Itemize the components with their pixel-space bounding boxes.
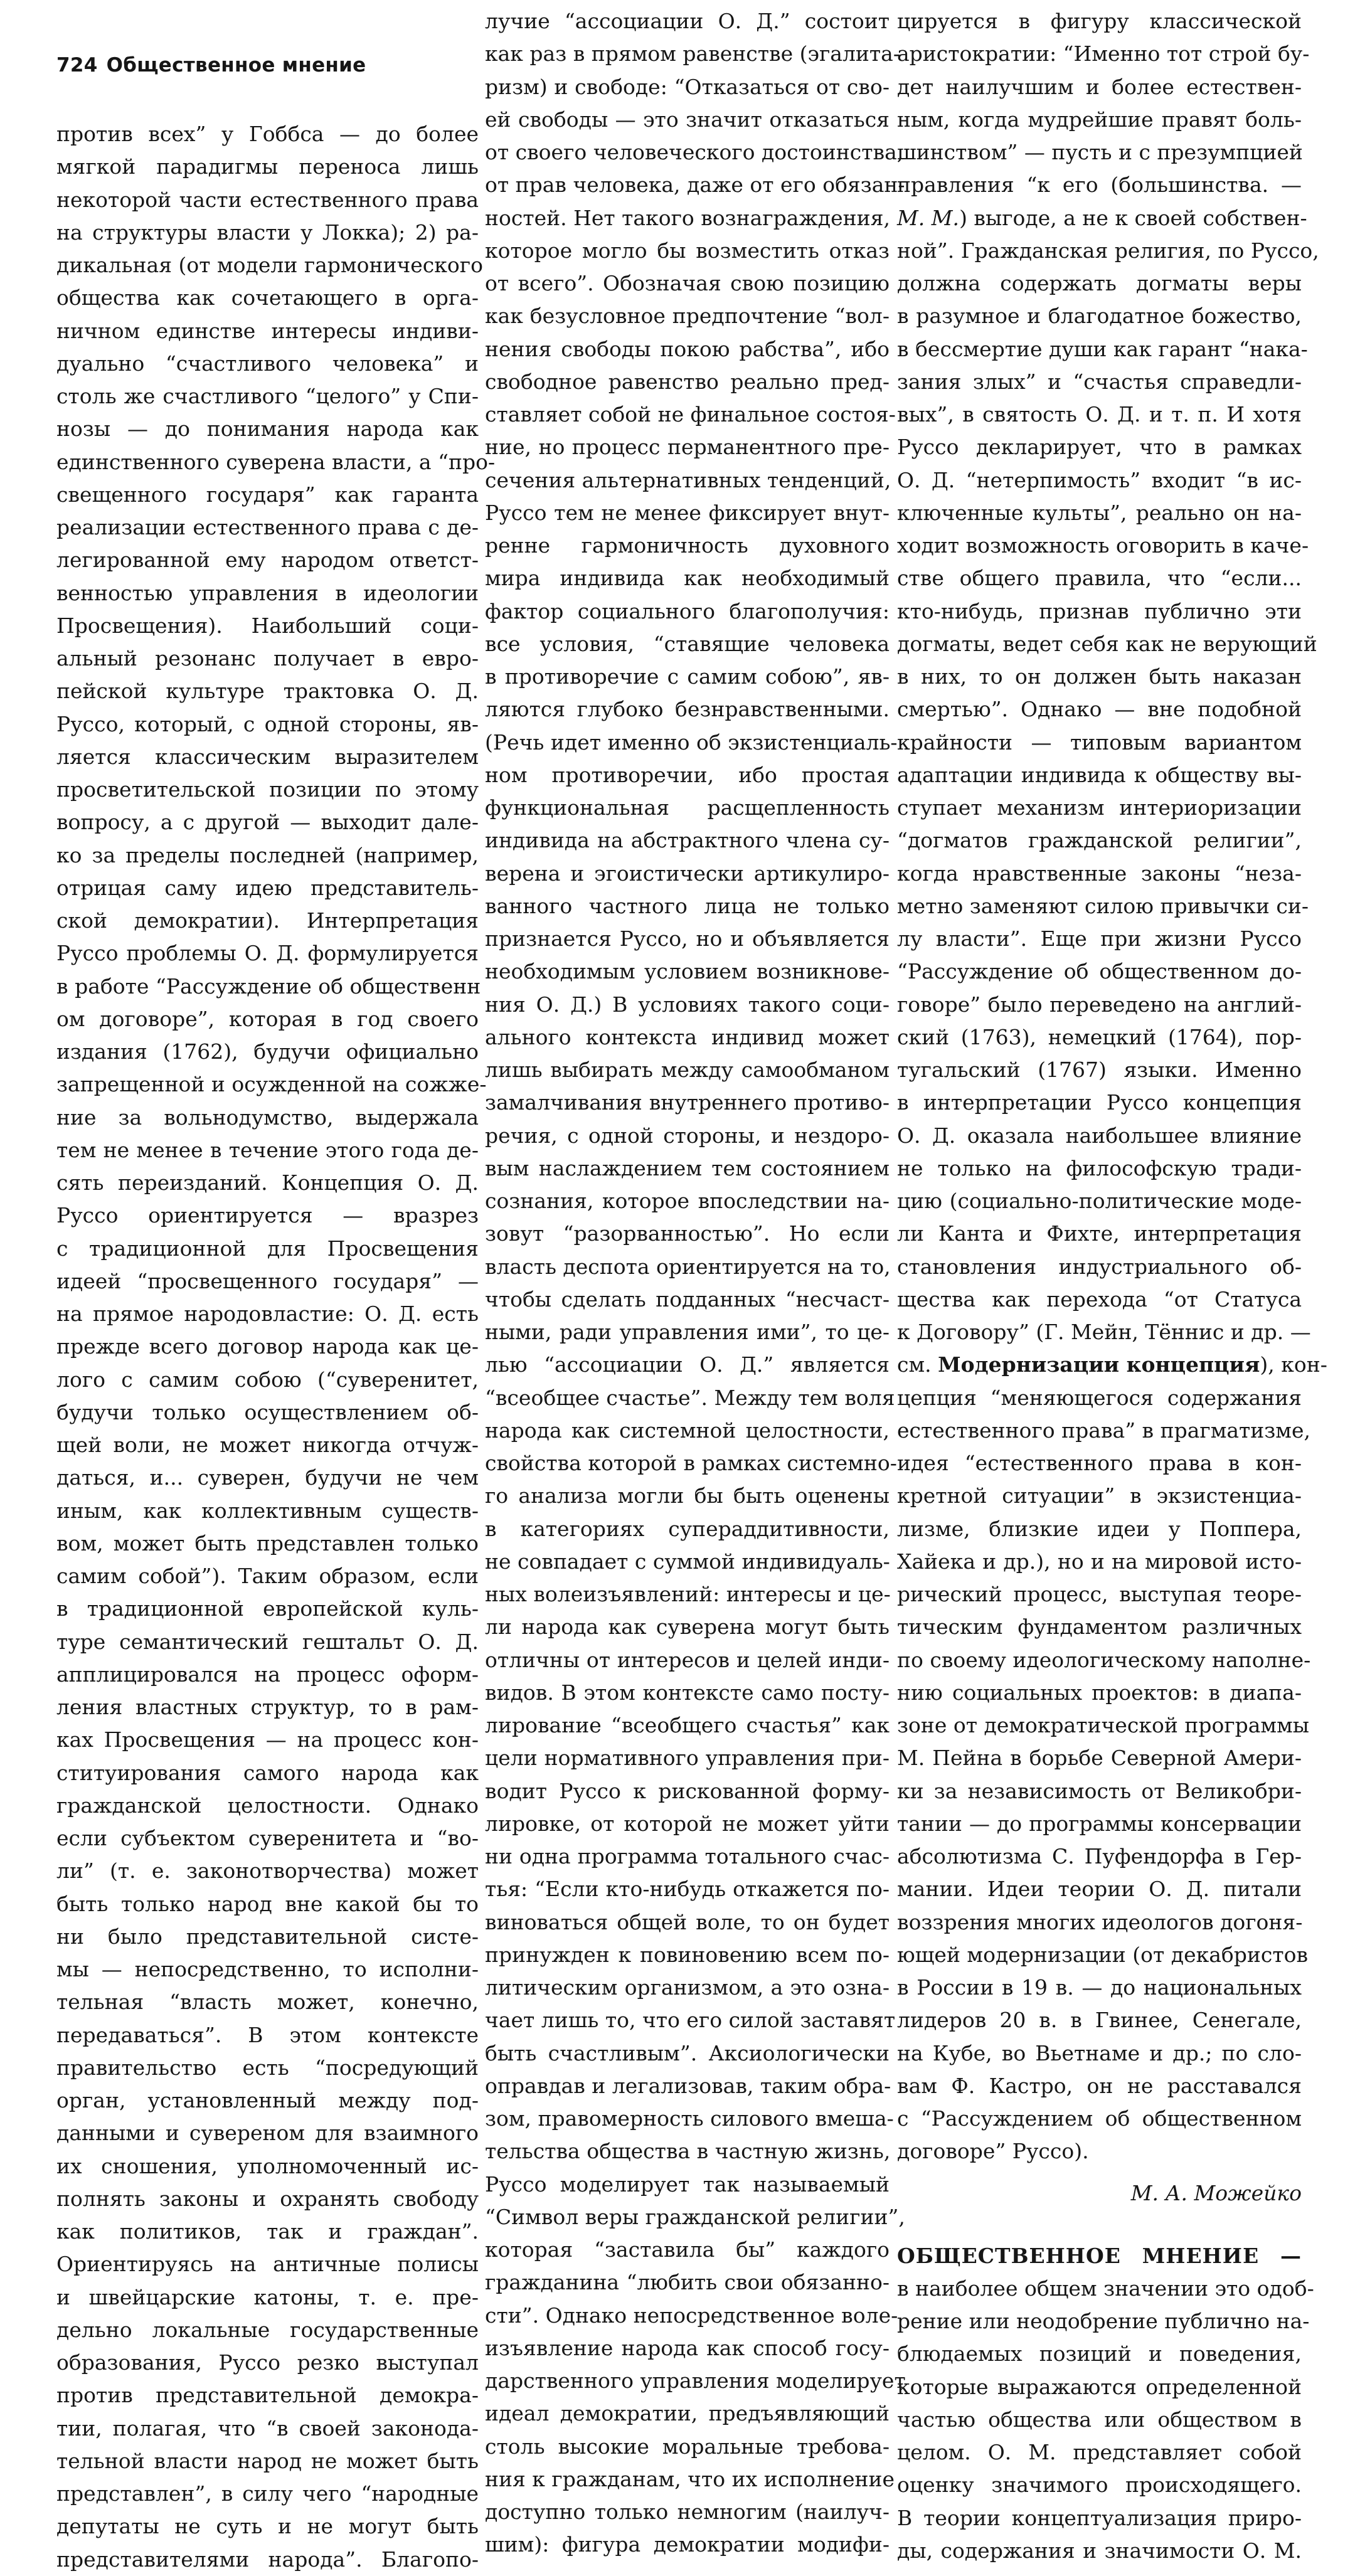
text-line: против представительной демокра- [56, 2383, 479, 2408]
text-line: ние, но процесс перманентного пре- [485, 435, 890, 460]
text-line: ального контекста индивид может [485, 1024, 890, 1049]
text-line: нозы — до понимания народа как [56, 416, 479, 442]
text-line: смертью”. Однако — вне подобной [897, 697, 1302, 722]
text-line: сознания, которое впоследствии на- [485, 1189, 890, 1213]
text-line: договоре” Руссо). [897, 2139, 1089, 2164]
text-line: единственного суверена власти, а “про- [56, 449, 496, 474]
text-line: речия, с одной стороны, и нездоро- [485, 1123, 890, 1148]
text-line: О. Д. “нетерпимость” входит “в ис- [897, 467, 1302, 492]
text-line: ничном единстве интересы индиви- [56, 318, 479, 343]
text-line: тии, полагая, что “в своей законода- [56, 2415, 479, 2441]
text-line: запрещенной и осужденной на сожже- [56, 1072, 487, 1097]
text-line: верена и эгоистически артикулиро- [485, 861, 890, 886]
text-line: венностью управления в идеологии [56, 580, 479, 605]
text-line: ступает механизм интериоризации [897, 795, 1302, 820]
text-line: М. М.) выгоде, а не к своей собствен- [897, 205, 1307, 230]
text-line: Руссо, который, с одной стороны, яв- [56, 711, 479, 736]
text-line: орган, установленный между под- [56, 2088, 479, 2112]
text-line: тельства общества в частную жизнь, [485, 2139, 891, 2164]
text-line: естественного права” в прагматизме, [897, 1418, 1310, 1443]
text-line: кто-нибудь, признав публично эти [897, 598, 1302, 623]
text-line: цию (социально-политические моде- [897, 1189, 1302, 1213]
text-line: быть только народ вне какой бы то [56, 1891, 479, 1916]
text-line: принужден к повиновению всем по- [485, 1942, 890, 1967]
text-line: видов. В этом контексте само посту- [485, 1680, 890, 1705]
text-line: Руссо тем не менее фиксирует внут- [485, 500, 890, 525]
text-line: в бессмертие души как гарант “нака- [897, 336, 1308, 361]
text-line: на структуры власти у Локка); 2) ра- [56, 220, 479, 245]
text-line: ни было представительной систе- [56, 1924, 479, 1949]
text-line: “всеобщее счастье”. Между тем воля [485, 1385, 895, 1410]
text-line: должна содержать догматы веры [897, 271, 1302, 295]
text-line: в интерпретации Руссо концепция [897, 1090, 1302, 1115]
text-line: лу власти”. Еще при жизни Руссо [897, 926, 1302, 951]
cross-reference[interactable]: Модернизации концепция [938, 1352, 1260, 1377]
section-title: Общественное мнение [106, 54, 366, 77]
text-line: ляется классическим выразителем [56, 744, 479, 769]
text-line: дельно локальные государственные [56, 2317, 479, 2342]
text-line: и швейцарские катоны, т. е. пре- [56, 2284, 479, 2309]
text-line: в традиционной европейской куль- [56, 1596, 479, 1621]
text-line: ки за независимость от Великобри- [897, 1778, 1302, 1803]
text-line: литическим организмом, а это озна- [485, 1975, 890, 2000]
text-line: свободное равенство реально пред- [485, 369, 890, 394]
text-line: абсолютизма С. Пуфендорфа в Гер- [897, 1844, 1302, 1868]
text-line: как раз в прямом равенстве (эгалита- [485, 41, 900, 66]
text-line: го анализа могли бы быть оценены [485, 1483, 890, 1508]
initials-italic: М. М. [897, 205, 960, 230]
text-line: в противоречие с самим собою”, яв- [485, 664, 890, 689]
text-line: ния О. Д.) В условиях такого соци- [485, 992, 890, 1017]
text-line: вам Ф. Кастро, он не расставался [897, 2073, 1302, 2098]
text-line: с традиционной для Просвещения [56, 1236, 479, 1261]
text-line: говоре” было переведено на англий- [897, 992, 1302, 1017]
text-line: ключенные культы”, реально он на- [897, 500, 1302, 525]
text-line: гражданской целостности. Однако [56, 1793, 479, 1818]
text-line: ей свободы — это значит отказаться [485, 107, 890, 132]
text-line: самим собой”). Таким образом, если [56, 1564, 479, 1588]
text-line: лого с самим собою (“суверенитет, [56, 1367, 479, 1392]
text-line: ской демократии). Интерпретация [56, 908, 479, 933]
text-line: в работе “Рассуждение об общественн [56, 973, 481, 999]
text-line: адаптации индивида к обществу вы- [897, 762, 1302, 787]
text-line: от своего человеческого достоинства, [485, 140, 904, 164]
text-line: Руссо декларирует, что в рамках [897, 435, 1302, 460]
text-line: ном противоречии, ибо простая [485, 762, 890, 787]
text-line: ды, содержания и значимости О. М. [897, 2538, 1302, 2563]
text-line: зом, правомерность силового вмеша- [485, 2106, 894, 2131]
text-line: чает лишь то, что его силой заставят [485, 2008, 896, 2033]
text-line: когда нравственные законы “неза- [897, 861, 1302, 886]
text-line: мы — непосредственно, то исполни- [56, 1957, 479, 1981]
text-line: гражданина “любить свои обязанно- [485, 2270, 890, 2295]
text-column-1 [56, 118, 496, 2572]
text-line: индивида на абстрактного члена су- [485, 828, 890, 853]
text-line: воззрения многих идеологов догоня- [897, 1909, 1303, 1934]
text-line: вом, может быть представлен только [56, 1530, 479, 1556]
text-line: легированной ему народом ответст- [56, 548, 479, 573]
text-line: ной”. Гражданская религия, по Руссо, [897, 238, 1319, 263]
text-line: зоне от демократической программы [897, 1713, 1310, 1737]
text-line: становления индустриального об- [897, 1254, 1302, 1279]
text-line: признается Руссо, но и объявляется [485, 926, 890, 951]
text-line: некоторой части естественного права [56, 187, 479, 212]
text-line: Хайека и др.), но и на мировой исто- [897, 1549, 1302, 1574]
text-line: в них, то он должен быть наказан [897, 664, 1302, 689]
text-line: функциональная расщепленность [485, 795, 890, 820]
text-line: общества как сочетающего в орга- [56, 285, 479, 310]
text-line: щества как перехода “от Статуса [897, 1286, 1302, 1312]
text-line: виноваться общей воле, то он будет [485, 1909, 890, 1934]
text-line: кретной ситуации” в экзистенциа- [897, 1483, 1302, 1508]
text-line: которое могло бы возместить отказ [485, 238, 890, 263]
text-line: вым наслаждением тем состоянием [485, 1155, 890, 1180]
text-line: представлен”, в силу чего “народные [56, 2481, 479, 2506]
text-line: от всего”. Обозначая свою позицию [485, 271, 890, 295]
text-line: ли народа как суверена могут быть [485, 1614, 890, 1640]
text-line: полнять законы и охранять свободу [56, 2186, 479, 2211]
text-line: их сношения, уполномоченный ис- [56, 2153, 479, 2178]
text-line: О. Д. оказала наибольшее влияние [897, 1123, 1302, 1148]
text-line: образования, Руссо резко выступал [56, 2350, 479, 2375]
column-3-body [897, 5, 1327, 2168]
text-line: тем не менее в течение этого года де- [56, 1137, 479, 1162]
text-line: цепция “меняющегося содержания [897, 1385, 1302, 1410]
text-line: идея “естественного права в кон- [897, 1451, 1302, 1475]
text-line: ский (1763), немецкий (1764), пор- [897, 1024, 1302, 1049]
text-line: лучие “ассоциации О. Д.” состоит [485, 9, 890, 33]
text-line: свойства которой в рамках системно- [485, 1451, 897, 1475]
text-line: (Речь идет именно об экзистенциаль- [485, 729, 898, 755]
text-line: реализации естественного права с де- [56, 515, 479, 539]
text-line: тья: “Если кто-нибудь откажется по- [485, 1877, 890, 1902]
text-line: ко за пределы последней (например, [56, 842, 479, 867]
text-line: сти”. Однако непосредственное воле- [485, 2303, 898, 2328]
text-line: нения свободы покою рабства”, ибо [485, 336, 890, 361]
text-line: народа как системной целостности, [485, 1418, 890, 1443]
text-line: тическим фундаментом различных [897, 1614, 1302, 1640]
text-line: которые выражаются определенной [897, 2374, 1302, 2399]
text-line: апплицировался на процесс оформ- [56, 1662, 479, 1687]
text-line: см. Модернизации концепция), кон- [897, 1352, 1327, 1377]
text-line: цели нормативного управления при- [485, 1746, 890, 1771]
text-line: с “Рассуждением об общественном [897, 2106, 1302, 2131]
text-line: дуально “счастливого человека” и [56, 351, 479, 376]
text-line: столь высокие моральные требова- [485, 2434, 890, 2459]
text-line: как безусловное предпочтение “вол- [485, 304, 890, 329]
text-line: рический процесс, выступая теоре- [897, 1582, 1302, 1606]
text-line: ходит возможность оговорить в каче- [897, 533, 1309, 558]
text-line: шинством” — пусть и с презумпцией [897, 140, 1303, 164]
running-head [56, 54, 366, 77]
text-line: правительство есть “посредующий [56, 2055, 479, 2080]
next-entry-headword: ОБЩЕСТВЕННОЕ МНЕНИЕ — [897, 2243, 1302, 2268]
text-line: мягкой парадигмы переноса лишь [56, 154, 479, 179]
text-line: ным, когда мудрейшие правят боль- [897, 107, 1302, 132]
text-line: замалчивания внутреннего противо- [485, 1090, 890, 1115]
text-line: отличны от интересов и целей инди- [485, 1647, 890, 1672]
text-line: ренне гармоничность духовного [485, 533, 890, 558]
text-line: Руссо моделирует так называемый [485, 2171, 890, 2197]
text-column-3 [897, 5, 1327, 2563]
text-line: М. Пейна в борьбе Северной Амери- [897, 1746, 1302, 1771]
text-line: “Рассуждение об общественном до- [897, 959, 1302, 984]
text-line: ках Просвещения — на процесс кон- [56, 1727, 479, 1752]
text-line: ризм) и свободе: “Отказаться от сво- [485, 74, 890, 99]
text-line: ющей модернизации (от декабристов [897, 1942, 1309, 1967]
next-entry-body [897, 2272, 1314, 2567]
entry-separator [897, 2212, 1302, 2240]
text-line: лировке, от которой не может уйти [485, 1811, 890, 1836]
text-line: ние за вольнодумство, выдержала [56, 1105, 479, 1130]
text-line: ностей. Нет такого вознаграждения, [485, 205, 890, 230]
text-line: щей воли, не может никогда отчуж- [56, 1433, 479, 1457]
text-line: вопросу, а с другой — выходит дале- [56, 810, 479, 835]
text-line: быть счастливым”. Аксиологически [485, 2040, 890, 2065]
text-line: на прямое народовластие: О. Д. есть [56, 1301, 479, 1326]
text-line: мании. Идеи теории О. Д. питали [897, 1877, 1302, 1902]
text-line: против всех” у Гоббса — до более [56, 122, 479, 146]
text-line: необходимым условием возникнове- [485, 959, 890, 984]
text-line: изъявление народа как способ госу- [485, 2335, 890, 2360]
text-line: стве общего правила, что “если... [897, 566, 1302, 591]
text-line: мира индивида как необходимый [485, 566, 890, 591]
text-line: Руссо ориентируется — вразрез [56, 1203, 479, 1228]
text-line: лизме, близкие идеи у Поппера, [897, 1516, 1302, 1541]
text-line: лью “ассоциации О. Д.” является [485, 1352, 890, 1377]
text-line: столь же счастливого “целого” у Спи- [56, 384, 479, 408]
text-line: ляются глубоко безнравственными. [485, 697, 890, 722]
text-line: тугальский (1767) языки. Именно [897, 1057, 1302, 1082]
text-line: тельной власти народ не может быть [56, 2448, 479, 2473]
text-line: ни одна программа тотального счас- [485, 1844, 890, 1868]
text-line: не только на философскую тради- [897, 1155, 1302, 1180]
text-line: цируется в фигуру классической [897, 9, 1302, 33]
text-line: ли Канта и Фихте, интерпретация [897, 1221, 1302, 1246]
text-line: зания злых” и “счастья справедли- [897, 369, 1302, 394]
text-line: ставляет собой не финальное состоя- [485, 402, 896, 427]
text-line: чтобы сделать подданных “несчаст- [485, 1286, 890, 1312]
text-line: все условия, “ставящие человека [485, 631, 890, 656]
text-line: которая “заставила бы” каждого [485, 2237, 890, 2262]
text-line: ными, ради управления ими”, то це- [485, 1320, 890, 1344]
text-line: данными и сувереном для взаимного [56, 2121, 479, 2146]
text-line: сять переизданий. Концепция О. Д. [56, 1170, 479, 1195]
text-line: не совпадает с суммой индивидуаль- [485, 1549, 890, 1574]
text-line: пейской культуре трактовка О. Д. [56, 679, 479, 704]
text-line: Ориентируясь на античные полисы [56, 2252, 479, 2277]
text-line: идеей “просвещенного государя” — [56, 1268, 479, 1293]
text-line: дарственного управления моделирует [485, 2368, 906, 2393]
text-line: в категориях супераддитивности, [485, 1516, 890, 1541]
text-line: даться, и... суверен, будучи не чем [56, 1465, 479, 1490]
text-line: Руссо проблемы О. Д. формулируется [56, 941, 479, 966]
text-line: крайности — типовым вариантом [897, 729, 1302, 755]
text-column-2 [485, 5, 906, 2557]
text-line: ванного частного лица не только [485, 893, 890, 918]
text-line: как политиков, так и граждан”. [56, 2219, 479, 2244]
author-signature: М. А. Можейко [1130, 2180, 1302, 2205]
page-number: 724 [56, 54, 98, 77]
text-line: В теории концептуализация приро- [897, 2505, 1302, 2530]
text-line: частью общества или обществом в [897, 2407, 1302, 2432]
text-line: ных волеизъявлений: интересы и це- [485, 1582, 891, 1606]
text-line: прежде всего договор народа как це- [56, 1334, 479, 1359]
text-line: идеал демократии, предъявляющий [485, 2401, 890, 2426]
next-entry-headword-line [897, 2240, 1302, 2272]
text-line: власть деспота ориентируется на то, [485, 1254, 891, 1279]
text-line: представителями народа”. Благопо- [56, 2547, 479, 2572]
text-line: в наиболее общем значении это одоб- [897, 2276, 1314, 2301]
text-line: лишь выбирать между самообманом [485, 1057, 890, 1082]
text-line: издания (1762), будучи официально [56, 1039, 479, 1064]
text-line: “догматов гражданской религии”, [897, 828, 1302, 853]
text-line: к Договору” (Г. Мейн, Тённис и др. — [897, 1320, 1311, 1344]
text-line: Просвещения). Наибольший соци- [56, 613, 479, 638]
text-line: депутаты не суть и не могут быть [56, 2514, 479, 2539]
text-line: иным, как коллективным существ- [56, 1498, 479, 1523]
text-line: правления “к его (большинства. — [897, 172, 1302, 198]
text-line: фактор социального благополучия: [485, 598, 890, 623]
text-line: в разумное и благодатное божество, [897, 304, 1302, 329]
text-line: альный резонанс получает в евро- [56, 646, 479, 671]
text-line: ли” (т. е. законотворчества) может [56, 1858, 479, 1884]
text-line: целом. О. М. представляет собой [897, 2440, 1302, 2464]
text-line: дикальная (от модели гармонического [56, 253, 483, 277]
text-line: нию социальных проектов: в диапа- [897, 1680, 1302, 1705]
text-line: от прав человека, даже от его обязан- [485, 172, 905, 198]
text-line: свещенного государя” как гаранта [56, 482, 479, 507]
text-line: догматы, ведет себя как не верующий [897, 631, 1317, 656]
text-line: тельная “власть может, конечно, [56, 1990, 479, 2015]
text-line: рение или неодобрение публично на- [897, 2309, 1310, 2333]
text-line: ституирования самого народа как [56, 1760, 479, 1785]
text-line: туре семантический гештальт О. Д. [56, 1629, 479, 1654]
text-line: по своему идеологическому наполне- [897, 1647, 1311, 1672]
text-line: на Кубе, во Вьетнаме и др.; по сло- [897, 2040, 1302, 2065]
text-line: передаваться”. В этом контексте [56, 2022, 479, 2047]
text-line: ом договоре”, которая в год своего [56, 1006, 479, 1031]
text-line: блюдаемых позиций и поведения, [897, 2341, 1302, 2367]
text-line: дет наилучшим и более естествен- [897, 74, 1302, 99]
text-line: ния к гражданам, что их исполнение [485, 2466, 895, 2491]
text-line: оценку значимого происходящего. [897, 2473, 1302, 2498]
text-line: отрицая саму идею представитель- [56, 875, 479, 900]
text-line: доступно только немногим (наилуч- [485, 2499, 890, 2524]
text-line: в России в 19 в. — до национальных [897, 1975, 1302, 2000]
text-line: оправдав и легализовав, таким обра- [485, 2073, 891, 2098]
text-line: сечения альтернативных тенденций, [485, 467, 891, 492]
text-line: вых”, в святость О. Д. и т. п. И хотя [897, 402, 1302, 427]
text-line: ления властных структур, то в рам- [56, 1695, 479, 1719]
text-line: лидеров 20 в. в Гвинее, Сенегале, [897, 2008, 1302, 2033]
text-line: если субъектом суверенитета и “во- [56, 1826, 479, 1850]
text-line: метно заменяют силою привычки си- [897, 893, 1309, 918]
text-line: лирование “всеобщего счастья” как [485, 1713, 890, 1737]
text-line: зовут “разорванностью”. Но если [485, 1221, 890, 1246]
text-line: тании — до программы консервации [897, 1811, 1302, 1836]
text-line: шим): фигура демократии модифи- [485, 2532, 890, 2557]
text-line: водит Руссо к рискованной форму- [485, 1778, 890, 1803]
text-line: просветительской позиции по этому [56, 777, 479, 802]
text-line: аристократии: “Именно тот строй бу- [897, 41, 1310, 66]
text-line: будучи только осуществлением об- [56, 1399, 479, 1424]
text-line: “Символ веры гражданской религии”, [485, 2204, 905, 2229]
